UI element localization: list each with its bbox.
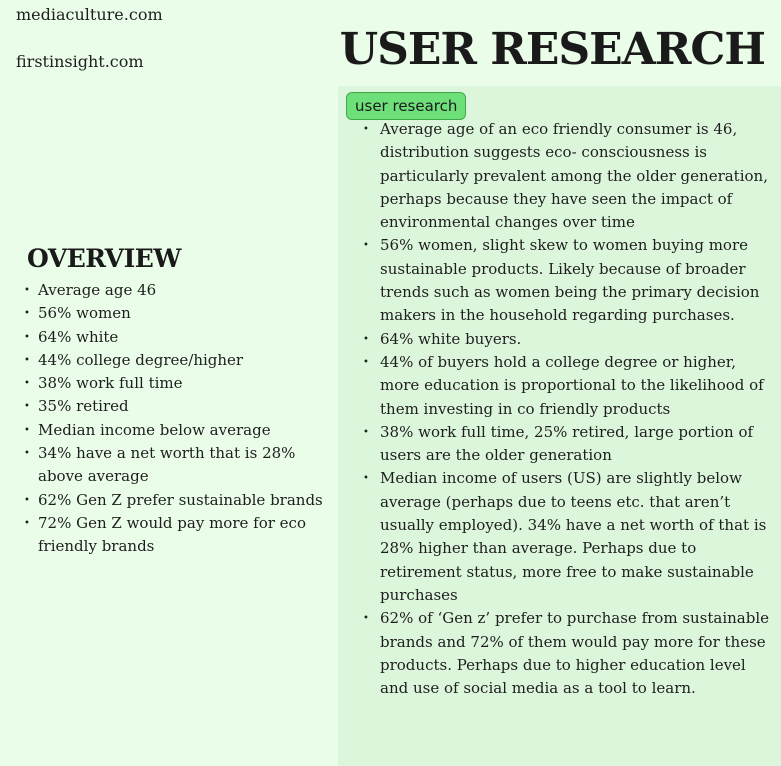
research-notes <box>380 118 770 700</box>
overview-item: • 62% Gen Z prefer sustainable brands <box>25 489 327 512</box>
research-item: • 62% of ‘Gen z’ prefer to purchase from sustainable brands and 72% of them would pay more for these products. Perhaps due to higher education level and use of social media as a tool to learn. <box>367 607 770 700</box>
overview-item: • 34% have a net worth that is 28% above average <box>25 442 327 489</box>
section-tag[interactable]: user research <box>346 92 466 120</box>
overview-heading: OVERVIEW <box>27 244 181 273</box>
overview-item: • 38% work full time <box>25 372 327 395</box>
overview-list <box>27 279 327 559</box>
research-item: • 38% work full time, 25% retired, large portion of users are the older generation <box>367 421 770 468</box>
research-item: • Average age of an eco friendly consumer is 46, distribution suggests eco- consciousness is particularly prevalent among the older generation, perhaps because they have seen the impact of environmental changes over time <box>367 118 770 234</box>
research-item: • Median income of users (US) are slightly below average (perhaps due to teens etc. that aren’t usually employed). 34% have a net worth of that is 28% higher than average. Perhaps due to retirement status, more free to make sustainable purchases <box>367 467 770 607</box>
overview-item: • 64% white <box>25 326 327 349</box>
source-link-firstinsight[interactable]: firstinsight.com <box>16 52 144 71</box>
overview-item: • 72% Gen Z would pay more for eco friendly brands <box>25 512 327 559</box>
overview-item: • 44% college degree/higher <box>25 349 327 372</box>
overview-item: • Average age 46 <box>25 279 327 302</box>
research-list <box>380 118 770 700</box>
user-research-section[interactable] <box>338 86 781 766</box>
research-item: • 56% women, slight skew to women buying more sustainable products. Likely because of broader trends such as women being the primary decision makers in the household regarding purchases. <box>367 234 770 327</box>
overview-item: • Median income below average <box>25 419 327 442</box>
research-item: • 44% of buyers hold a college degree or higher, more education is proportional to the likelihood of them investing in co friendly products <box>367 351 770 421</box>
overview-item: • 35% retired <box>25 395 327 418</box>
overview-section <box>27 243 327 559</box>
page-title: USER RESEARCH <box>339 24 765 75</box>
overview-item: • 56% women <box>25 302 327 325</box>
research-item: • 64% white buyers. <box>367 328 770 351</box>
source-link-mediaculture[interactable]: mediaculture.com <box>16 5 163 24</box>
